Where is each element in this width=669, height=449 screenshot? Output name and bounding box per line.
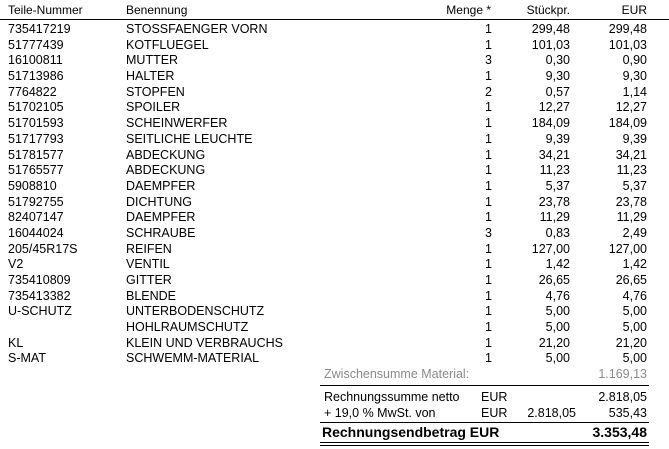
quantity-cell: 1	[485, 69, 492, 84]
quantity-cell: 3	[485, 225, 492, 240]
unit-price-cell: 0,57	[545, 84, 570, 99]
part-number-cell: V2	[8, 257, 24, 272]
table-row	[0, 100, 669, 116]
vat-base: 2.818,05	[527, 406, 576, 420]
description-cell: STOPFEN	[126, 84, 185, 99]
unit-price-cell: 34,21	[538, 147, 570, 162]
vat-currency: EUR	[481, 406, 508, 420]
amount-cell: 34,21	[615, 147, 647, 162]
part-number-cell: 51717793	[8, 131, 64, 146]
quantity-cell: 2	[485, 84, 492, 99]
subtotal-value: 1.169,13	[598, 367, 647, 381]
description-cell: ABDECKUNG	[126, 147, 206, 162]
amount-cell: 2,49	[622, 225, 647, 240]
quantity-cell: 1	[485, 320, 492, 335]
description-cell: GITTER	[126, 273, 172, 287]
table-row	[0, 163, 669, 179]
table-row	[0, 179, 669, 195]
col-quantity: Menge *	[446, 3, 491, 17]
net-value: 2.818,05	[598, 390, 647, 404]
quantity-cell: 1	[485, 257, 492, 272]
unit-price-cell: 26,65	[538, 273, 570, 287]
col-description: Benennung	[126, 3, 188, 17]
part-number-cell: 5908810	[8, 178, 57, 193]
description-cell: REIFEN	[126, 241, 172, 256]
table-row	[0, 304, 669, 320]
amount-cell: 9,39	[622, 131, 647, 146]
table-row	[0, 195, 669, 211]
final-label: Rechnungsendbetrag EUR	[322, 424, 500, 440]
amount-cell: 299,48	[608, 22, 647, 36]
part-number-cell: 735413382	[8, 288, 71, 303]
description-cell: SCHEINWERFER	[126, 116, 228, 131]
part-number-cell: 51765577	[8, 163, 64, 178]
table-row	[0, 132, 669, 148]
quantity-cell: 1	[485, 131, 492, 146]
amount-cell: 184,09	[608, 116, 647, 131]
unit-price-cell: 9,30	[545, 69, 570, 84]
quantity-cell: 1	[485, 116, 492, 131]
amount-cell: 1,42	[622, 257, 647, 272]
amount-cell: 12,27	[615, 100, 647, 115]
table-row	[0, 242, 669, 258]
description-cell: SEITLICHE LEUCHTE	[126, 131, 253, 146]
part-number-cell: 51713986	[8, 69, 64, 84]
table-header	[0, 3, 669, 19]
table-row	[0, 351, 669, 367]
quantity-cell: 1	[485, 178, 492, 193]
table-row	[0, 273, 669, 289]
description-cell: ABDECKUNG	[126, 163, 206, 178]
table-row	[0, 85, 669, 101]
quantity-cell: 1	[485, 241, 492, 256]
part-number-cell: KL	[8, 335, 24, 350]
net-currency: EUR	[481, 390, 508, 404]
unit-price-cell: 5,00	[545, 320, 570, 335]
unit-price-cell: 11,29	[539, 210, 570, 225]
quantity-cell: 1	[485, 194, 492, 209]
vat-label: + 19,0 % MwSt. von	[324, 406, 436, 420]
quantity-cell: 1	[485, 210, 492, 225]
description-cell: UNTERBODENSCHUTZ	[126, 304, 265, 319]
part-number-cell: 51777439	[8, 37, 64, 52]
part-number-cell: 7764822	[8, 84, 57, 99]
amount-cell: 26,65	[615, 273, 647, 287]
final-top-rule	[320, 422, 649, 423]
unit-price-cell: 101,03	[531, 37, 570, 52]
amount-cell: 5,37	[622, 178, 647, 193]
description-cell: STOSSFAENGER VORN	[126, 22, 268, 36]
table-row	[0, 22, 669, 38]
quantity-cell: 1	[485, 351, 492, 366]
amount-cell: 11,23	[616, 163, 647, 178]
table-row	[0, 210, 669, 226]
description-cell: HOHLRAUMSCHUTZ	[126, 320, 249, 335]
unit-price-cell: 5,00	[545, 304, 570, 319]
description-cell: DAEMPFER	[126, 210, 196, 225]
unit-price-cell: 21,20	[538, 335, 570, 350]
table-row	[0, 69, 669, 85]
unit-price-cell: 299,48	[531, 22, 570, 36]
unit-price-cell: 5,37	[545, 178, 570, 193]
unit-price-cell: 184,09	[531, 116, 570, 131]
description-cell: MUTTER	[126, 53, 179, 68]
quantity-cell: 1	[485, 288, 492, 303]
part-number-cell: 51781577	[8, 147, 64, 162]
header-rule	[0, 19, 669, 20]
part-number-cell: 16044024	[8, 225, 64, 240]
part-number-cell: 16100811	[8, 53, 63, 68]
amount-cell: 9,30	[622, 69, 647, 84]
final-double-rule-2	[320, 445, 649, 446]
description-cell: VENTIL	[126, 257, 170, 272]
part-number-cell: 51792755	[8, 194, 64, 209]
part-number-cell: 51702105	[8, 100, 64, 115]
col-part-number: Teile-Nummer	[8, 3, 83, 17]
quantity-cell: 1	[485, 304, 492, 319]
amount-cell: 11,29	[616, 210, 647, 225]
quantity-cell: 1	[485, 273, 492, 287]
subtotal-rule	[320, 385, 649, 386]
unit-price-cell: 23,78	[538, 194, 570, 209]
quantity-cell: 1	[485, 335, 492, 350]
net-label: Rechnungssumme netto	[324, 390, 460, 404]
final-double-rule-1	[320, 442, 649, 443]
table-row	[0, 320, 669, 336]
quantity-cell: 1	[485, 37, 492, 52]
unit-price-cell: 12,27	[538, 100, 570, 115]
table-row	[0, 148, 669, 164]
col-amount: EUR	[621, 3, 647, 17]
table-row	[0, 226, 669, 242]
final-value: 3.353,48	[592, 424, 647, 440]
quantity-cell: 3	[485, 53, 492, 68]
amount-cell: 1,14	[622, 84, 647, 99]
amount-cell: 4,76	[622, 288, 647, 303]
quantity-cell: 1	[485, 22, 492, 36]
description-cell: SCHRAUBE	[126, 225, 196, 240]
col-unit-price: Stückpr.	[526, 3, 570, 17]
part-number-cell: S-MAT	[8, 351, 46, 366]
description-cell: KLEIN UND VERBRAUCHS	[126, 335, 283, 350]
description-cell: BLENDE	[126, 288, 177, 303]
unit-price-cell: 127,00	[531, 241, 570, 256]
description-cell: DAEMPFER	[126, 178, 196, 193]
table-row	[0, 53, 669, 69]
unit-price-cell: 1,42	[545, 257, 570, 272]
vat-value: 535,43	[608, 406, 647, 420]
unit-price-cell: 5,00	[545, 351, 570, 366]
table-row	[0, 38, 669, 54]
unit-price-cell: 0,83	[545, 225, 570, 240]
amount-cell: 127,00	[608, 241, 647, 256]
unit-price-cell: 9,39	[545, 131, 570, 146]
amount-cell: 5,00	[622, 304, 647, 319]
description-cell: DICHTUNG	[126, 194, 192, 209]
item-list	[0, 22, 669, 367]
quantity-cell: 1	[485, 100, 492, 115]
table-row	[0, 336, 669, 352]
description-cell: SCHWEMM-MATERIAL	[126, 351, 260, 366]
amount-cell: 5,00	[622, 320, 647, 335]
unit-price-cell: 4,76	[545, 288, 570, 303]
table-row	[0, 116, 669, 132]
amount-cell: 101,03	[608, 37, 647, 52]
table-row	[0, 289, 669, 305]
amount-cell: 5,00	[622, 351, 647, 366]
part-number-cell: 735417219	[8, 22, 71, 36]
unit-price-cell: 11,23	[539, 163, 570, 178]
part-number-cell: 205/45R17S	[8, 241, 78, 256]
table-row	[0, 257, 669, 273]
amount-cell: 23,78	[615, 194, 647, 209]
amount-cell: 21,20	[615, 335, 647, 350]
unit-price-cell: 0,30	[545, 53, 570, 68]
quantity-cell: 1	[485, 163, 492, 178]
description-cell: KOTFLUEGEL	[126, 37, 209, 52]
quantity-cell: 1	[485, 147, 492, 162]
subtotal-label: Zwischensumme Material:	[324, 367, 470, 381]
part-number-cell: 735410809	[8, 273, 71, 287]
part-number-cell: 51701593	[8, 116, 64, 131]
part-number-cell: 82407147	[8, 210, 64, 225]
part-number-cell: U-SCHUTZ	[8, 304, 72, 319]
description-cell: HALTER	[126, 69, 175, 84]
description-cell: SPOILER	[126, 100, 181, 115]
amount-cell: 0,90	[622, 53, 647, 68]
